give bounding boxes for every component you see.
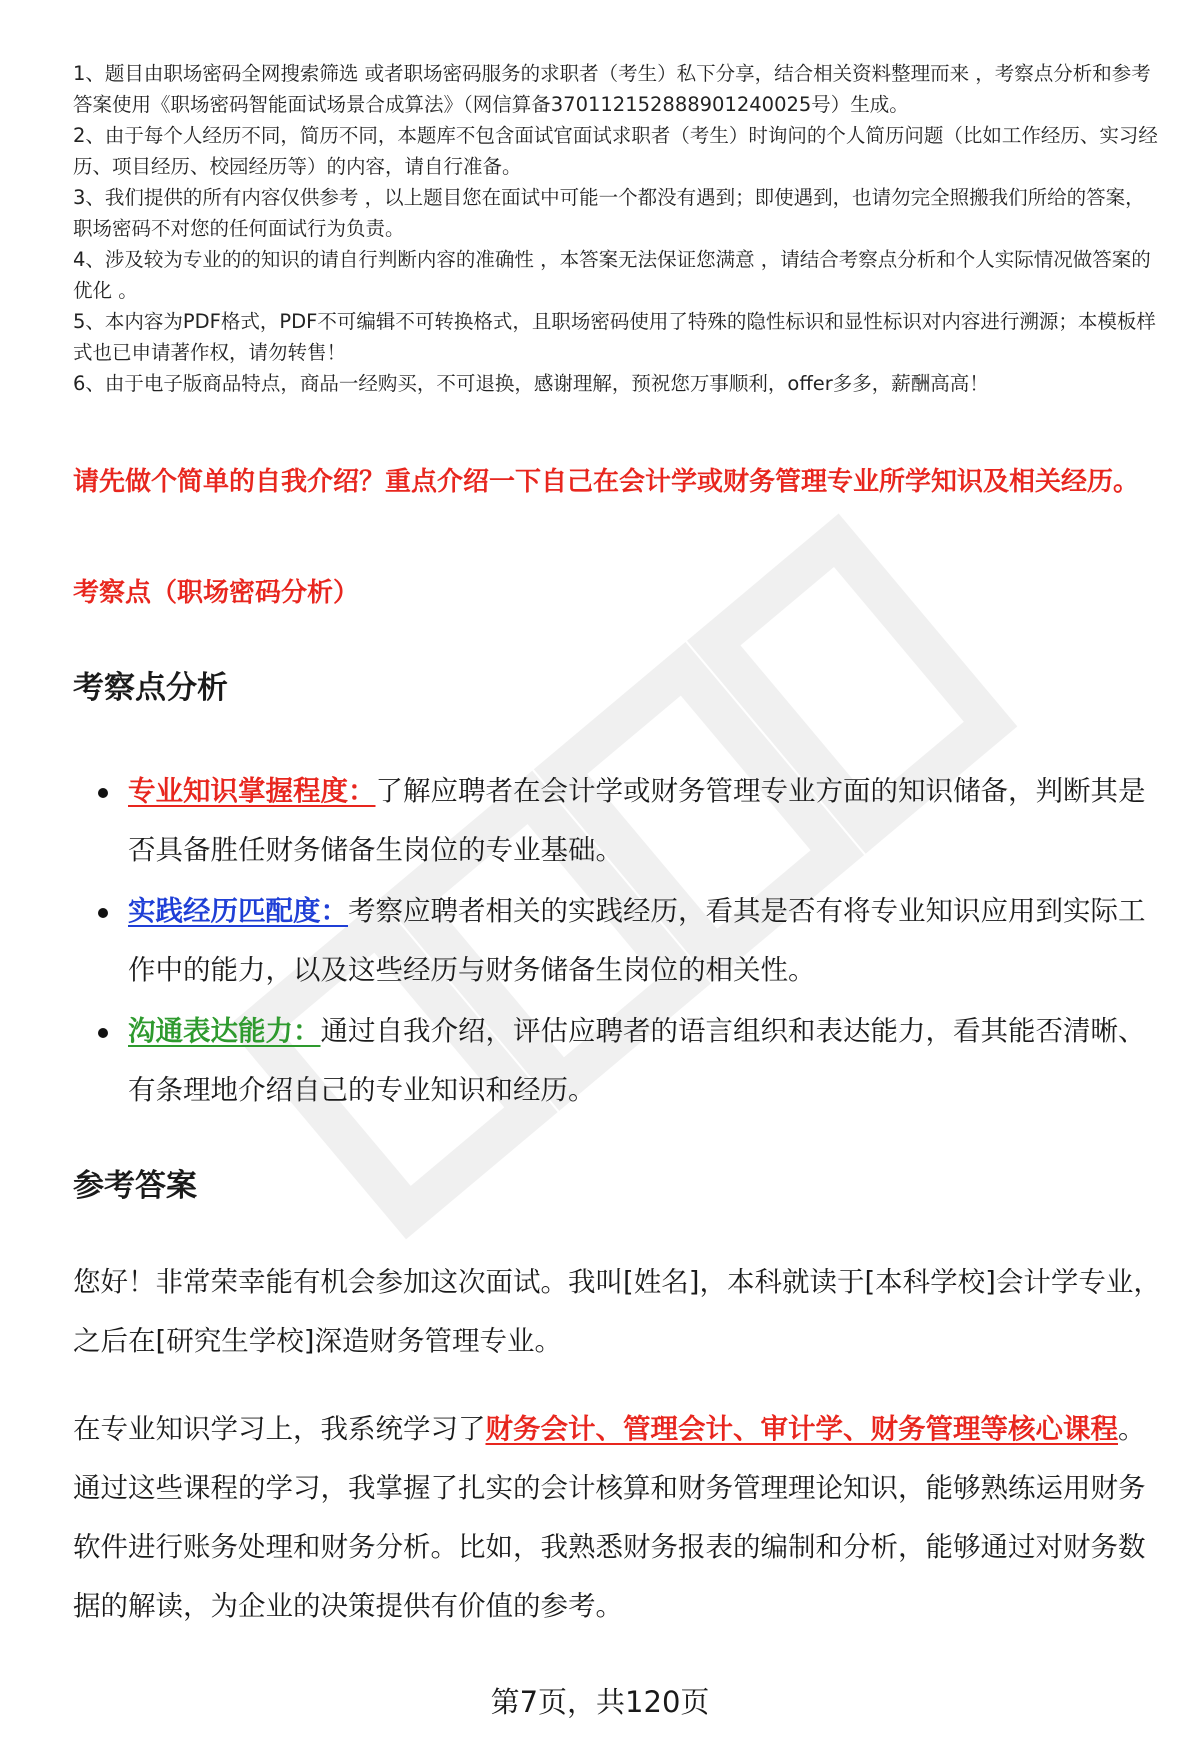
bullet-icon bbox=[98, 1028, 108, 1038]
assessment-label: 考察点（职场密码分析） bbox=[73, 578, 360, 608]
bullet-icon bbox=[98, 908, 108, 918]
point-keyword: 沟通表达能力： bbox=[128, 1015, 321, 1047]
note-2: 2、由于每个人经历不同，简历不同，本题库不包含面试官面试求职者（考生）时询问的个人简历问题（比如工作经历、实习经历、项目经历、校园经历等）的内容，请自行准备。 bbox=[73, 124, 1158, 178]
answer-paragraph-2 bbox=[73, 1400, 1163, 1636]
point-keyword: 实践经历匹配度： bbox=[128, 895, 348, 927]
analysis-point bbox=[73, 1002, 1163, 1120]
analysis-point bbox=[73, 762, 1163, 880]
answer-title: 参考答案 bbox=[73, 1168, 197, 1204]
analysis-points bbox=[73, 762, 1163, 1122]
bullet-icon bbox=[98, 788, 108, 798]
note-6: 6、由于电子版商品特点，商品一经购买，不可退换，感谢理解，预祝您万事顺利，offer多多，薪酬高高！ bbox=[73, 372, 989, 395]
page-number: 第7页，共120页 bbox=[490, 1685, 710, 1719]
analysis-point bbox=[73, 882, 1163, 1000]
interview-question: 请先做个简单的自我介绍？重点介绍一下自己在会计学或财务管理专业所学知识及相关经历。 bbox=[73, 467, 1140, 497]
note-4: 4、涉及较为专业的的知识的请自行判断内容的准确性 ，本答案无法保证您满意 ，请结合考察点分析和个人实际情况做答案的优化 。 bbox=[73, 248, 1151, 302]
answer-p2-highlight: 财务会计、管理会计、审计学、财务管理等核心课程 bbox=[485, 1413, 1118, 1445]
point-keyword: 专业知识掌握程度： bbox=[128, 775, 376, 807]
note-3: 3、我们提供的所有内容仅供参考 ，以上题目您在面试中可能一个都没有遇到；即使遇到，也请勿完全照搬我们所给的答案，职场密码不对您的任何面试行为负责。 bbox=[73, 186, 1145, 240]
point-text: 通过自我介绍，评估应聘者的语言组织和表达能力，看其能否清晰、有条理地介绍自己的专业知识和经历。 bbox=[128, 1015, 1146, 1106]
note-1: 1、题目由职场密码全网搜索筛选 或者职场密码服务的求职者（考生）私下分享，结合相关资料整理而来 ，考察点分析和参考答案使用《职场密码智能面试场景合成算法》（网信算备370112152888901240025号）生成。 bbox=[73, 62, 1151, 116]
note-5: 5、本内容为PDF格式，PDF不可编辑不可转换格式，且职场密码使用了特殊的隐性标识和显性标识对内容进行溯源；本模板样式也已申请著作权，请勿转售！ bbox=[73, 310, 1156, 364]
answer-paragraph-1: 您好！非常荣幸能有机会参加这次面试。我叫[姓名]，本科就读于[本科学校]会计学专业，之后在[研究生学校]深造财务管理专业。 bbox=[73, 1266, 1161, 1357]
disclaimer-notes bbox=[73, 58, 1163, 399]
analysis-title: 考察点分析 bbox=[73, 670, 228, 706]
point-text: 考察应聘者相关的实践经历，看其是否有将专业知识应用到实际工作中的能力，以及这些经历与财务储备生岗位的相关性。 bbox=[128, 895, 1146, 986]
answer-p2-rest: 。通过这些课程的学习，我掌握了扎实的会计核算和财务管理理论知识，能够熟练运用财务软件进行账务处理和财务分析。比如，我熟悉财务报表的编制和分析，能够通过对财务数据的解读，为企业的决策提供有价值的参考。 bbox=[73, 1413, 1146, 1622]
answer-p2-intro: 在专业知识学习上，我系统学习了 bbox=[73, 1413, 486, 1445]
point-text: 了解应聘者在会计学或财务管理专业方面的知识储备，判断其是否具备胜任财务储备生岗位的专业基础。 bbox=[128, 775, 1146, 866]
